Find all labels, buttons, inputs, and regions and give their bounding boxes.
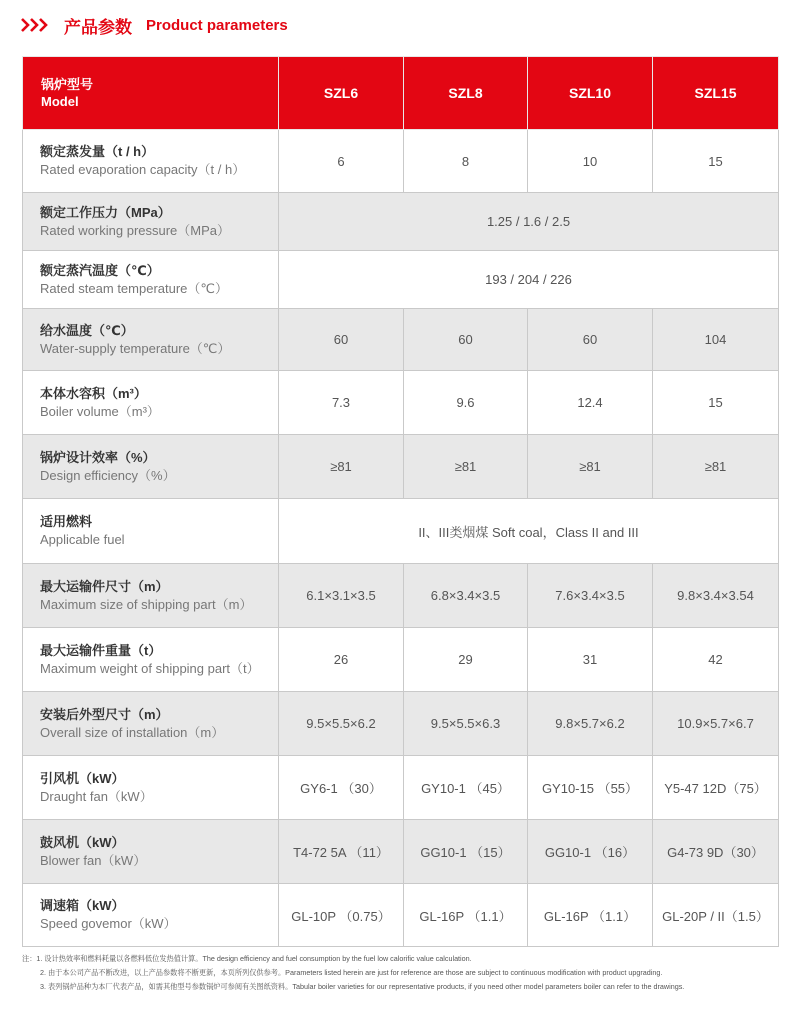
row-label bbox=[23, 820, 279, 884]
row-label-cn: 本体水容积（m³） bbox=[40, 385, 147, 401]
table-cell: ≥81 bbox=[528, 435, 653, 499]
merged-cell: 1.25 / 1.6 / 2.5 bbox=[279, 193, 779, 251]
merged-cell: II、III类烟煤 Soft coal，Class II and III bbox=[279, 499, 779, 564]
row-label bbox=[23, 435, 279, 499]
row-label bbox=[23, 309, 279, 371]
row-label bbox=[23, 884, 279, 947]
table-row bbox=[23, 628, 779, 692]
row-label-en: Applicable fuel bbox=[40, 532, 125, 547]
table-cell: G4-73 9D（30） bbox=[653, 820, 779, 884]
row-label-en: Rated evaporation capacity（t / h） bbox=[40, 162, 246, 177]
table-cell: 60 bbox=[404, 309, 528, 371]
table-cell: 9.5×5.5×6.3 bbox=[404, 692, 528, 756]
row-label-cn: 额定蒸发量（t / h） bbox=[40, 144, 155, 159]
row-label-en: Water-supply temperature（℃） bbox=[40, 340, 231, 356]
table-cell: 6.8×3.4×3.5 bbox=[404, 564, 528, 628]
row-label bbox=[23, 628, 279, 692]
table-cell: 10 bbox=[528, 130, 653, 193]
row-label-cn: 最大运输件重量（t） bbox=[40, 642, 162, 658]
table-cell: 6.1×3.1×3.5 bbox=[279, 564, 404, 628]
row-label bbox=[23, 371, 279, 435]
table-row bbox=[23, 251, 779, 309]
table-row bbox=[23, 692, 779, 756]
table-cell: GY6-1 （30） bbox=[279, 756, 404, 820]
table-cell: GL-16P （1.1） bbox=[528, 884, 653, 947]
row-label-cn: 额定蒸汽温度（℃） bbox=[40, 262, 160, 278]
table-cell: GY10-15 （55） bbox=[528, 756, 653, 820]
row-label bbox=[23, 499, 279, 564]
table-cell: ≥81 bbox=[279, 435, 404, 499]
table-row bbox=[23, 884, 779, 947]
table-cell: Y5-47 12D（75） bbox=[653, 756, 779, 820]
table-row bbox=[23, 130, 779, 193]
row-label-en: Blower fan（kW） bbox=[40, 852, 147, 868]
table-cell: 7.6×3.4×3.5 bbox=[528, 564, 653, 628]
table-cell: 9.5×5.5×6.2 bbox=[279, 692, 404, 756]
table-row bbox=[23, 371, 779, 435]
row-label-en: Speed govemor（kW） bbox=[40, 916, 177, 931]
row-label-en: Rated steam temperature（℃） bbox=[40, 280, 229, 296]
row-label-cn: 安装后外型尺寸（m） bbox=[40, 706, 169, 722]
footnote-2: 2. 由于本公司产品不断改进，以上产品参数将不断更新，本页所列仅供参考。Parameters listed herein are just for reference are those are subject to continuous modification with product upgrading. bbox=[40, 968, 663, 977]
page-title-en: Product parameters bbox=[146, 16, 288, 34]
table-cell: GY10-1 （45） bbox=[404, 756, 528, 820]
row-label-en: Overall size of installation（m） bbox=[40, 724, 225, 740]
row-label bbox=[23, 251, 279, 309]
table-cell: 60 bbox=[279, 309, 404, 371]
row-label bbox=[23, 193, 279, 251]
model-header-szl15: SZL15 bbox=[653, 57, 779, 130]
table-row bbox=[23, 193, 779, 251]
table-cell: 42 bbox=[653, 628, 779, 692]
table-cell: 8 bbox=[404, 130, 528, 193]
table-cell: 15 bbox=[653, 371, 779, 435]
table-cell: 29 bbox=[404, 628, 528, 692]
row-label-cn: 鼓风机（kW） bbox=[40, 834, 125, 850]
row-label-cn: 调速箱（kW） bbox=[40, 898, 125, 913]
row-label-en: Maximum size of shipping part（m） bbox=[40, 596, 253, 612]
section-header bbox=[20, 10, 288, 40]
table-row bbox=[23, 564, 779, 628]
footnotes bbox=[22, 952, 792, 994]
row-label bbox=[23, 130, 279, 193]
table-cell: GL-16P （1.1） bbox=[404, 884, 528, 947]
row-label-cn: 适用燃料 bbox=[40, 514, 93, 529]
row-label-en: Rated working pressure（MPa） bbox=[40, 222, 231, 238]
table-cell: GG10-1 （15） bbox=[404, 820, 528, 884]
row-label bbox=[23, 564, 279, 628]
row-label-en: Maximum weight of shipping part（t） bbox=[40, 660, 260, 676]
table-cell: 31 bbox=[528, 628, 653, 692]
table-row bbox=[23, 435, 779, 499]
table-cell: 9.6 bbox=[404, 371, 528, 435]
model-label-cn: 锅炉型号 bbox=[41, 77, 94, 92]
row-label-cn: 给水温度（℃） bbox=[40, 322, 134, 338]
table-cell: GG10-1 （16） bbox=[528, 820, 653, 884]
table-cell: 60 bbox=[528, 309, 653, 371]
model-header-szl6: SZL6 bbox=[279, 57, 404, 130]
double-chevron-right-icon bbox=[20, 17, 50, 33]
table-cell: 26 bbox=[279, 628, 404, 692]
table-header-row bbox=[23, 57, 779, 130]
footnote-3: 3. 表列锅炉品种为本厂代表产品，如需其他型号参数锅炉可参阅有关图纸资料。Tabular boiler varieties for our representative products, if you need other model parameters boiler can refer to the drawings. bbox=[40, 982, 685, 991]
model-header-szl8: SZL8 bbox=[404, 57, 528, 130]
table-cell: 9.8×3.4×3.54 bbox=[653, 564, 779, 628]
table-row bbox=[23, 309, 779, 371]
table-row bbox=[23, 499, 779, 564]
model-label-en: Model bbox=[41, 94, 79, 109]
merged-cell: 193 / 204 / 226 bbox=[279, 251, 779, 309]
row-label-cn: 引风机（kW） bbox=[40, 770, 125, 786]
row-label-en: Boiler volume（m³） bbox=[40, 403, 160, 419]
table-cell: ≥81 bbox=[404, 435, 528, 499]
footnote-1: 注：1. 设计热效率和燃料耗量以各燃料低位发热值计算。The design efficiency and fuel consumption by the fuel low calorific value calculation. bbox=[22, 954, 472, 963]
table-cell: GL-10P （0.75） bbox=[279, 884, 404, 947]
product-parameters-table bbox=[22, 56, 779, 947]
table-cell: GL-20P / II（1.5） bbox=[653, 884, 779, 947]
table-cell: 15 bbox=[653, 130, 779, 193]
model-header-szl10: SZL10 bbox=[528, 57, 653, 130]
row-label-cn: 最大运输件尺寸（m） bbox=[40, 578, 169, 594]
table-cell: 9.8×5.7×6.2 bbox=[528, 692, 653, 756]
table-row bbox=[23, 756, 779, 820]
table-cell: 7.3 bbox=[279, 371, 404, 435]
row-label-cn: 额定工作压力（MPa） bbox=[40, 204, 171, 220]
row-label bbox=[23, 756, 279, 820]
table-cell: 104 bbox=[653, 309, 779, 371]
table-cell: 6 bbox=[279, 130, 404, 193]
table-cell: T4-72 5A （11） bbox=[279, 820, 404, 884]
row-label bbox=[23, 692, 279, 756]
row-label-en: Draught fan（kW） bbox=[40, 788, 153, 804]
table-cell: 10.9×5.7×6.7 bbox=[653, 692, 779, 756]
row-label-en: Design efficiency（%） bbox=[40, 467, 176, 483]
table-cell: 12.4 bbox=[528, 371, 653, 435]
table-row bbox=[23, 820, 779, 884]
row-label-cn: 锅炉设计效率（%） bbox=[40, 449, 156, 465]
table-cell: ≥81 bbox=[653, 435, 779, 499]
model-label-cell bbox=[23, 57, 279, 130]
page-title-cn: 产品参数 bbox=[64, 17, 132, 37]
